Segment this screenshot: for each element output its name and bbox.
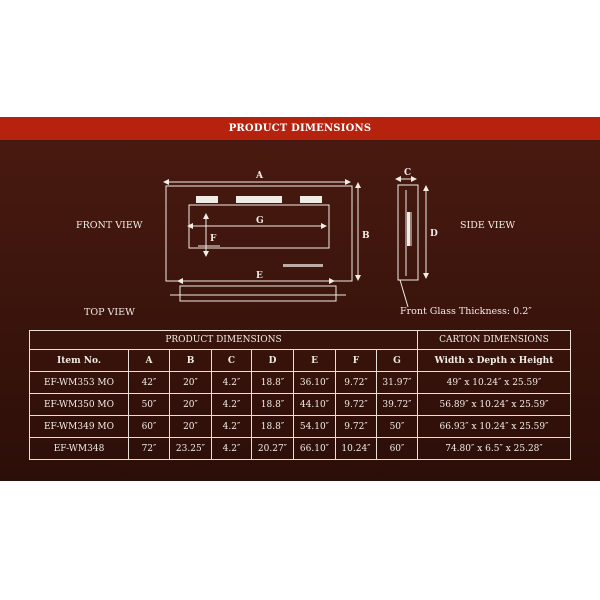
table-cell: EF-WM348	[30, 438, 129, 460]
table-cell: 56.89″ x 10.24″ x 25.59″	[418, 394, 571, 416]
table-cell: 9.72″	[336, 394, 377, 416]
table-cell: 60″	[377, 438, 418, 460]
table-row	[30, 394, 571, 416]
table-cell: 4.2″	[212, 416, 252, 438]
table-cell: 72″	[129, 438, 170, 460]
table-cell: 54.10″	[294, 416, 336, 438]
label-b: B	[362, 231, 370, 241]
table-cell: 20″	[170, 394, 212, 416]
glass-thickness-note: Front Glass Thickness: 0.2″	[400, 306, 532, 317]
carton-dimensions-header: CARTON DIMENSIONS	[418, 331, 571, 350]
table-cell: 4.2″	[212, 394, 252, 416]
label-c: C	[404, 168, 412, 178]
table-cell: 20″	[170, 372, 212, 394]
label-f: F	[210, 234, 217, 244]
label-e: E	[256, 271, 263, 281]
table-cell: 10.24″	[336, 438, 377, 460]
table-cell: 20.27″	[252, 438, 294, 460]
table-cell: 66.93″ x 10.24″ x 25.59″	[418, 416, 571, 438]
table-cell: 66.10″	[294, 438, 336, 460]
label-d: D	[430, 229, 438, 239]
column-header-row	[30, 350, 571, 372]
table-row	[30, 416, 571, 438]
column-header: A	[129, 350, 170, 372]
label-g: G	[256, 216, 264, 226]
column-header: C	[212, 350, 252, 372]
side-glass	[407, 212, 410, 246]
label-a: A	[256, 171, 263, 181]
dimension-drawing	[0, 140, 600, 330]
top-view-label: TOP VIEW	[84, 307, 135, 318]
table-cell: 9.72″	[336, 416, 377, 438]
table-cell: 50″	[377, 416, 418, 438]
table-cell: EF-WM349 MO	[30, 416, 129, 438]
table-cell: 18.8″	[252, 416, 294, 438]
table-cell: 23.25″	[170, 438, 212, 460]
dimensions-panel	[0, 117, 600, 481]
table-cell: 31.97″	[377, 372, 418, 394]
column-header: E	[294, 350, 336, 372]
table-cell: 44.10″	[294, 394, 336, 416]
column-header: Item No.	[30, 350, 129, 372]
table-cell: 4.2″	[212, 438, 252, 460]
control-panel	[283, 264, 323, 267]
table-cell: 74.80″ x 6.5″ x 25.28″	[418, 438, 571, 460]
banner-title: PRODUCT DIMENSIONS	[0, 117, 600, 140]
table-cell: 39.72″	[377, 394, 418, 416]
table-cell: 49″ x 10.24″ x 25.59″	[418, 372, 571, 394]
table-row	[30, 372, 571, 394]
column-header: G	[377, 350, 418, 372]
table-cell: 36.10″	[294, 372, 336, 394]
column-header: F	[336, 350, 377, 372]
dimensions-table	[29, 330, 571, 460]
table-cell: 18.8″	[252, 394, 294, 416]
glass-leader-line	[400, 280, 408, 307]
top-vent-left	[196, 196, 218, 203]
front-view-label: FRONT VIEW	[76, 220, 143, 231]
product-dimensions-header: PRODUCT DIMENSIONS	[30, 331, 418, 350]
side-view-label: SIDE VIEW	[460, 220, 516, 231]
table-cell: 20″	[170, 416, 212, 438]
table-row	[30, 438, 571, 460]
top-view-outline	[180, 286, 336, 301]
table-cell: EF-WM350 MO	[30, 394, 129, 416]
table-cell: EF-WM353 MO	[30, 372, 129, 394]
table-cell: 18.8″	[252, 372, 294, 394]
column-header: Width x Depth x Height	[418, 350, 571, 372]
column-header: D	[252, 350, 294, 372]
table-cell: 9.72″	[336, 372, 377, 394]
table-cell: 60″	[129, 416, 170, 438]
table-cell: 50″	[129, 394, 170, 416]
table-cell: 42″	[129, 372, 170, 394]
dimension-diagram	[0, 140, 600, 330]
top-vent-center	[236, 196, 282, 203]
top-vent-right	[300, 196, 322, 203]
table-cell: 4.2″	[212, 372, 252, 394]
column-header: B	[170, 350, 212, 372]
